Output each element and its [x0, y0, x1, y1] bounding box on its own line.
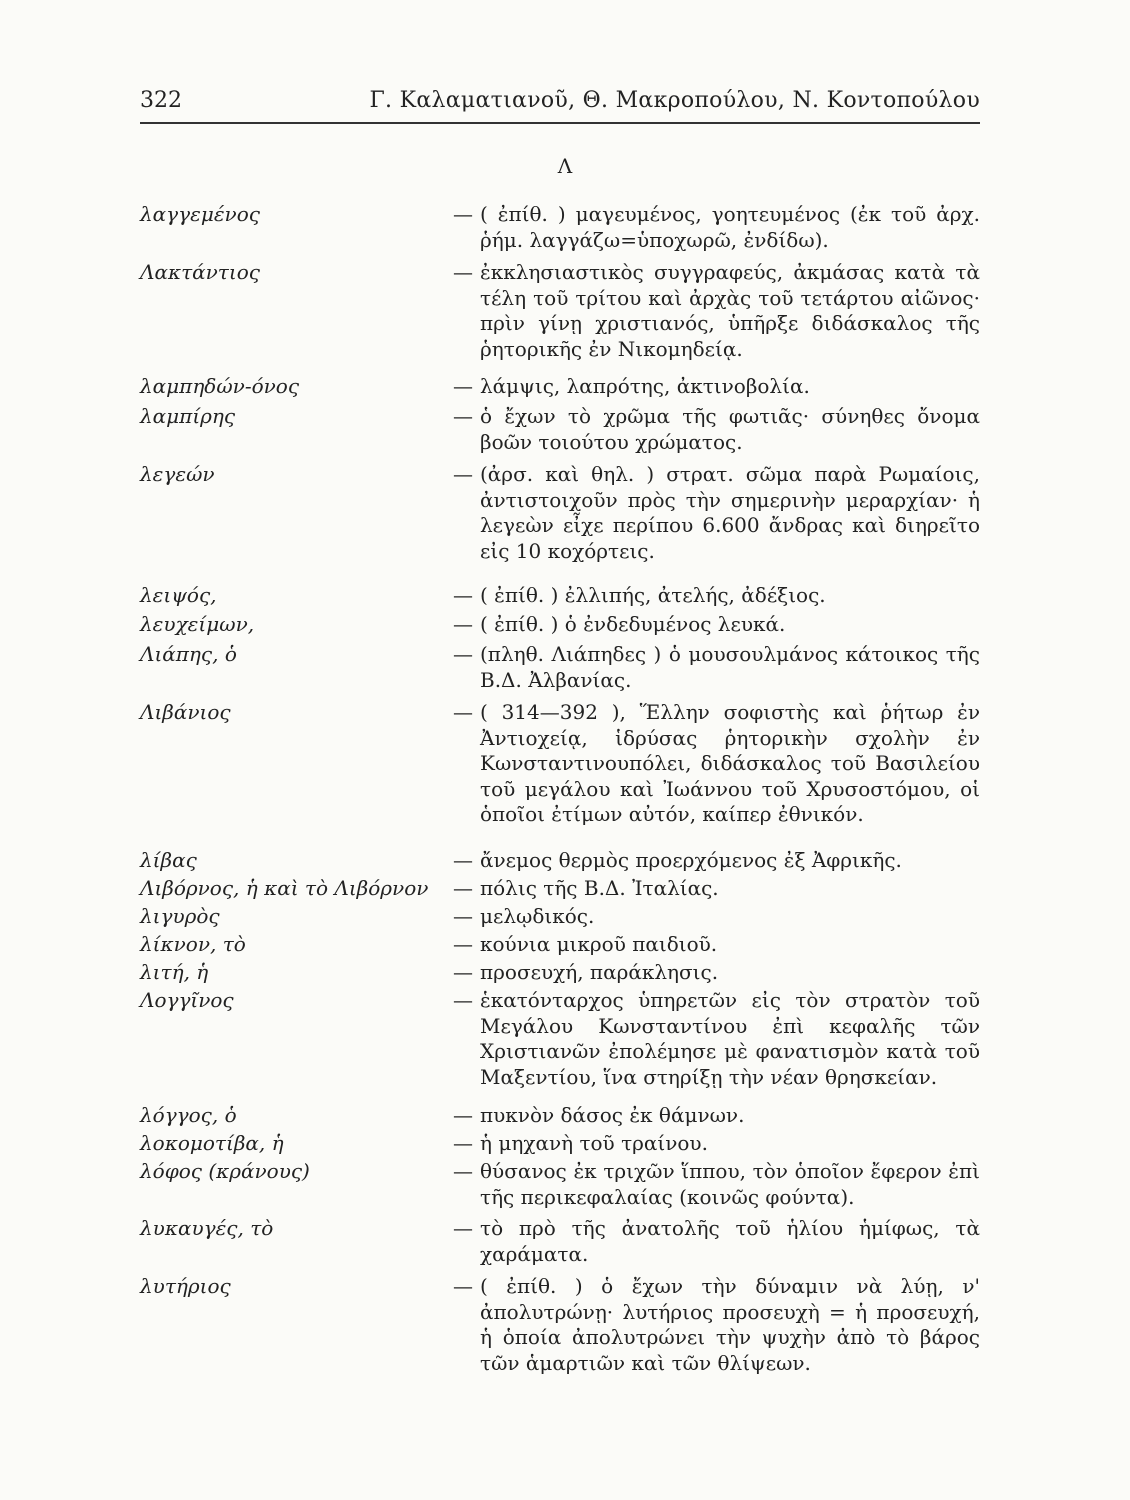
- entry-dash: —: [453, 1216, 473, 1240]
- entry-dash: —: [453, 1131, 473, 1155]
- entry-dash: —: [453, 876, 473, 900]
- entry-dash: —: [453, 642, 473, 666]
- entry-term: λοκομοτίβα, ἡ: [140, 1131, 284, 1155]
- entry-dash: —: [453, 988, 473, 1012]
- entry-dash: —: [453, 960, 473, 984]
- entry-term: Λιάπης, ὁ: [140, 642, 237, 666]
- entry-dash: —: [453, 1159, 473, 1183]
- entry-dash: —: [453, 932, 473, 956]
- entry-definition: ( ἐπίθ. ) ἐλλιπής, ἀτελής, ἀδέξιος.: [480, 583, 826, 607]
- entry-definition: ἐκκλησιαστικὸς συγγραφεύς, ἀκμάσας κατὰ τὰ τέλη τοῦ τρίτου καὶ ἀρχὰς τοῦ τετάρτου αἰῶνος· πρὶν γίνῃ χριστιανός, ὑπῆρξε διδάσκαλος τῆς ῥητορικῆς ἐν Νικομηδείᾳ.: [480, 260, 980, 361]
- entry-dash: —: [453, 202, 473, 226]
- entry-term: Λακτάντιος: [140, 260, 260, 284]
- entry-term: λόφος (κράνους): [140, 1159, 310, 1183]
- entry-term: Λιβόρνος, ἡ καὶ τὸ Λιβόρνον: [140, 876, 429, 900]
- entry-definition: ἄνεμος θερμὸς προερχόμενος ἐξ Ἀφρικῆς.: [480, 848, 902, 872]
- entry-term: λιγυρὸς: [140, 904, 220, 928]
- entry-definition: ὁ ἔχων τὸ χρῶμα τῆς φωτιᾶς· σύνηθες ὄνομα βοῶν τοιούτου χρώματος.: [480, 404, 980, 454]
- entry-definition: ( ἐπίθ. ) ὁ ἐνδεδυμένος λευκά.: [480, 612, 786, 636]
- entry-definition: ( ἐπίθ. ) ὁ ἔχων τὴν δύναμιν νὰ λύῃ, ν' ἀπολυτρώνῃ· λυτήριος προσευχὴ = ἡ προσευχή, ἡ ὁποία ἀπολυτρώνει τὴν ψυχὴν ἀπὸ τὸ βάρος τῶν ἁμαρτιῶν καὶ τῶν θλίψεων.: [480, 1274, 980, 1375]
- entry-term: λαμπίρης: [140, 404, 236, 428]
- entry-definition: θύσανος ἐκ τριχῶν ἵππου, τὸν ὁποῖον ἔφερον ἐπὶ τῆς περικεφαλαίας (κοινῶς φούντα).: [480, 1159, 980, 1209]
- entry-definition: ἡ μηχανὴ τοῦ τραίνου.: [480, 1131, 708, 1155]
- entry-dash: —: [453, 848, 473, 872]
- section-letter: Λ: [557, 154, 573, 178]
- entry-dash: —: [453, 612, 473, 636]
- entry-dash: —: [453, 700, 473, 724]
- entry-dash: —: [453, 374, 473, 398]
- entry-dash: —: [453, 1274, 473, 1298]
- entry-definition: τὸ πρὸ τῆς ἀνατολῆς τοῦ ἡλίου ἡμίφως, τὰ χαράματα.: [480, 1216, 980, 1266]
- entry-term: λυκαυγές, τὸ: [140, 1216, 274, 1240]
- entry-term: λαγγεμένος: [140, 202, 260, 226]
- entry-definition: ( 314—392 ), Ἕλλην σοφιστὴς καὶ ῥήτωρ ἐν Ἀντιοχείᾳ, ἱδρύσας ῥητορικὴν σχολὴν ἐν Κωνσταντινουπόλει, διδάσκαλος τοῦ Βασιλείου τοῦ μεγάλου καὶ Ἰωάννου τοῦ Χρυσοστόμου, οἱ ὁποῖοι ἐτίμων αὐτόν, καίπερ ἐθνικόν.: [480, 700, 980, 827]
- entry-dash: —: [453, 462, 473, 486]
- running-head: Γ. Καλαματιανοῦ, Θ. Μακροπούλου, Ν. Κοντοπούλου: [369, 88, 980, 113]
- page-header: [140, 86, 980, 124]
- entry-dash: —: [453, 1103, 473, 1127]
- entry-definition: λάμψις, λαπρότης, ἀκτινοβολία.: [480, 374, 810, 398]
- entry-dash: —: [453, 583, 473, 607]
- entry-dash: —: [453, 404, 473, 428]
- entry-term: λίκνον, τὸ: [140, 932, 246, 956]
- entry-term: λίβας: [140, 848, 197, 872]
- entry-definition: (ἀρσ. καὶ θηλ. ) στρατ. σῶμα παρὰ Ρωμαίοις, ἀντιστοιχοῦν πρὸς τὴν σημερινὴν μεραρχίαν· ἡ λεγεὼν εἶχε περίπου 6.600 ἄνδρας καὶ διηρεῖτο εἰς 10 κοχόρτεις.: [480, 462, 980, 563]
- entry-definition: ( ἐπίθ. ) μαγευμένος, γοητευμένος (ἐκ τοῦ ἀρχ. ῥήμ. λαγγάζω=ὑποχωρῶ, ἐνδίδω).: [480, 202, 980, 252]
- entry-term: λαμπηδών-όνος: [140, 374, 300, 398]
- entry-term: Λογγῖνος: [140, 988, 234, 1012]
- entry-term: λειψός,: [140, 583, 217, 607]
- entry-term: λυτήριος: [140, 1274, 231, 1298]
- entry-dash: —: [453, 904, 473, 928]
- entry-term: λεγεών: [140, 462, 215, 486]
- entry-term: Λιβάνιος: [140, 700, 231, 724]
- entry-definition: ἑκατόνταρχος ὑπηρετῶν εἰς τὸν στρατὸν τοῦ Μεγάλου Κωνσταντίνου ἐπὶ κεφαλῆς τῶν Χριστιανῶν ἐπολέμησε μὲ φανατισμὸν κατὰ τοῦ Μαξεντίου, ἵνα στηρίξῃ τὴν νέαν θρησκείαν.: [480, 988, 980, 1089]
- entry-dash: —: [453, 260, 473, 284]
- entry-definition: κούνια μικροῦ παιδιοῦ.: [480, 932, 718, 956]
- entry-term: λευχείμων,: [140, 612, 255, 636]
- entry-term: λόγγος, ὁ: [140, 1103, 237, 1127]
- page-number: 322: [140, 88, 182, 113]
- entry-definition: μελῳδικός.: [480, 904, 595, 928]
- entry-definition: προσευχή, παράκλησις.: [480, 960, 719, 984]
- entry-definition: (πληθ. Λιάπηδες ) ὁ μουσουλμάνος κάτοικος τῆς Β.Δ. Ἀλβανίας.: [480, 642, 980, 692]
- entry-term: λιτή, ἡ: [140, 960, 209, 984]
- entry-definition: πόλις τῆς Β.Δ. Ἰταλίας.: [480, 876, 719, 900]
- entry-definition: πυκνὸν δάσος ἐκ θάμνων.: [480, 1103, 745, 1127]
